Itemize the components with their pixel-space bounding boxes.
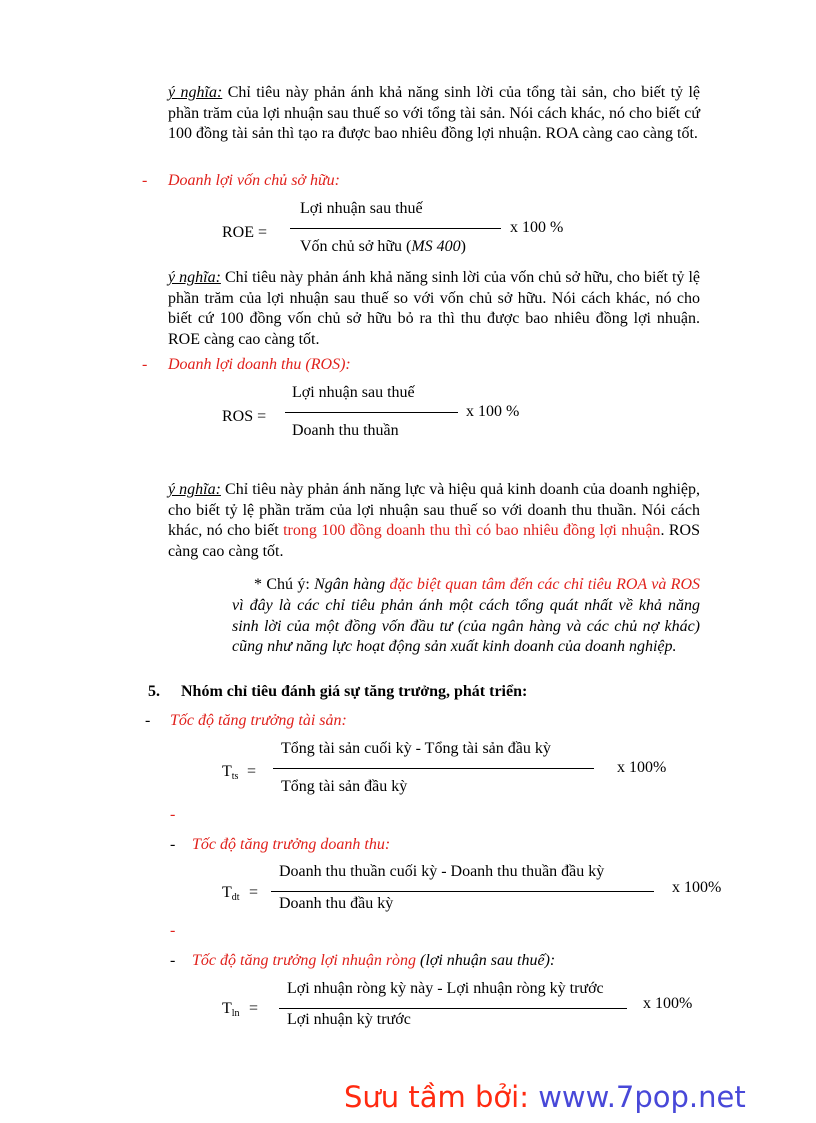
formula-lhs [222,884,240,903]
fraction-bar [273,768,594,769]
formula-multiplier: x 100% [617,759,667,776]
formula-multiplier: x 100% [672,879,722,896]
formula-lhs [222,763,238,782]
denominator-text: Vốn chủ sở hữu ( [300,238,412,255]
bullet-dash: - [170,952,176,969]
meaning-text: Chỉ tiêu này phản ánh khả năng sinh lời của vốn chủ sở hữu, cho biết tỷ lệ phần trăm của lợi nhuận sau thuế so với vốn chủ sở hữu. Nói cách khác, nó cho biết cứ 100 đồng vốn chủ sở hữu bỏ ra thì thu được bao nhiêu đồng lợi nhuận. ROE càng cao càng tốt. [168,269,701,348]
tts-heading: Tốc độ tăng trưởng tài sản: [170,712,347,729]
lhs-subscript: ts [231,771,239,782]
fraction-bar [285,412,458,413]
denominator-code: MS 400 [411,238,461,255]
ros-heading: Doanh lợi doanh thu (ROS): [168,356,351,373]
formula-denominator: Doanh thu đầu kỳ [279,895,394,912]
formula-numerator: Lợi nhuận ròng kỳ này - Lợi nhuận ròng kỳ trước [287,980,604,997]
formula-equals: = [249,1000,259,1017]
lhs-symbol: T [222,884,232,901]
bullet-dash: - [170,836,176,853]
note-text-end: vì đây là các chỉ tiêu phản ánh một cách tổng quát nhất về khả năng sinh lời của một đồng vốn đầu tư (của ngân hàng và các chủ nợ khác) cũng như năng lực hoạt động sản xuất kinh doanh của doanh nghiệp. [232,596,700,656]
note-prefix: * Chú ý: [254,576,315,593]
roe-heading: Doanh lợi vốn chủ sở hữu: [168,172,341,189]
meaning-highlight: trong 100 đồng doanh thu thì có bao nhiêu đồng lợi nhuận [283,522,661,539]
meaning-text: Chỉ tiêu này phản ánh khả năng sinh lời của tổng tài sản, cho biết tỷ lệ phần trăm của lợi nhuận sau thuế so với tổng tài sản. Nói cách khác, nó cho biết cứ 100 đồng tài sản thì tạo ra được bao nhiêu đồng lợi nhuận. ROA càng cao càng tốt. [168,84,701,142]
formula-numerator: Tổng tài sản cuối kỳ - Tổng tài sản đầu kỳ [281,740,551,757]
section-number: 5. [148,683,160,700]
formula-lhs: ROE = [222,224,268,241]
meaning-label: ý nghĩa: [168,84,223,101]
formula-denominator: Lợi nhuận kỳ trước [287,1011,411,1028]
formula-denominator: Doanh thu thuần [292,422,399,439]
stray-dash: - [170,806,176,823]
source-footer [344,1080,746,1114]
denominator-end: ) [460,238,466,255]
fraction-bar [271,891,654,892]
formula-equals: = [247,763,257,780]
formula-numerator: Doanh thu thuần cuối kỳ - Doanh thu thuần đầu kỳ [279,863,605,880]
meaning-text-end: . ROS càng cao càng tốt. [168,522,701,560]
meaning-label: ý nghĩa: [168,269,221,286]
roa-meaning-paragraph [168,83,700,145]
bullet-dash: - [142,356,148,373]
ros-meaning-paragraph [168,480,700,562]
section-title: Nhóm chỉ tiêu đánh giá sự tăng trưởng, phát triển: [181,683,528,700]
tln-heading [192,952,555,970]
formula-multiplier: x 100% [643,995,693,1012]
roe-meaning-paragraph [168,268,700,350]
note-highlight: đặc biệt quan tâm đến các chỉ tiêu ROA và ROS [389,576,700,593]
bullet-dash: - [142,172,148,189]
fraction-bar [290,228,501,229]
formula-multiplier: x 100 % [510,219,564,236]
tln-heading-main: Tốc độ tăng trưởng lợi nhuận ròng [192,952,417,969]
footer-label: Sưu tầm bởi: [344,1080,539,1114]
tdt-heading: Tốc độ tăng trưởng doanh thu: [192,836,391,853]
fraction-bar [279,1008,627,1009]
formula-denominator: Tổng tài sản đầu kỳ [281,778,408,795]
lhs-symbol: T [222,1000,232,1017]
formula-numerator: Lợi nhuận sau thuế [292,384,415,401]
lhs-subscript: ln [231,1008,240,1019]
formula-denominator [300,238,466,256]
meaning-text: Chỉ tiêu này phản ánh năng lực và hiệu quả kinh doanh của doanh nghiệp, cho biết tỷ lệ phần trăm của lợi nhuận sau thuế so với doanh thu thuần. Nói cách khác, nó cho biết [168,481,700,539]
formula-lhs: ROS = [222,408,267,425]
tln-heading-suffix: (lợi nhuận sau thuế): [416,952,556,969]
formula-multiplier: x 100 % [466,403,520,420]
formula-equals: = [249,884,259,901]
bullet-dash: - [145,712,151,729]
note-text: Ngân hàng [314,576,390,593]
meaning-label: ý nghĩa: [168,481,221,498]
stray-dash: - [170,922,176,939]
footer-site-link[interactable]: www.7pop.net [538,1080,746,1114]
lhs-subscript: dt [231,892,240,903]
lhs-symbol: T [222,763,232,780]
formula-lhs [222,1000,240,1019]
formula-numerator: Lợi nhuận sau thuế [300,200,423,217]
note-paragraph [232,575,700,658]
